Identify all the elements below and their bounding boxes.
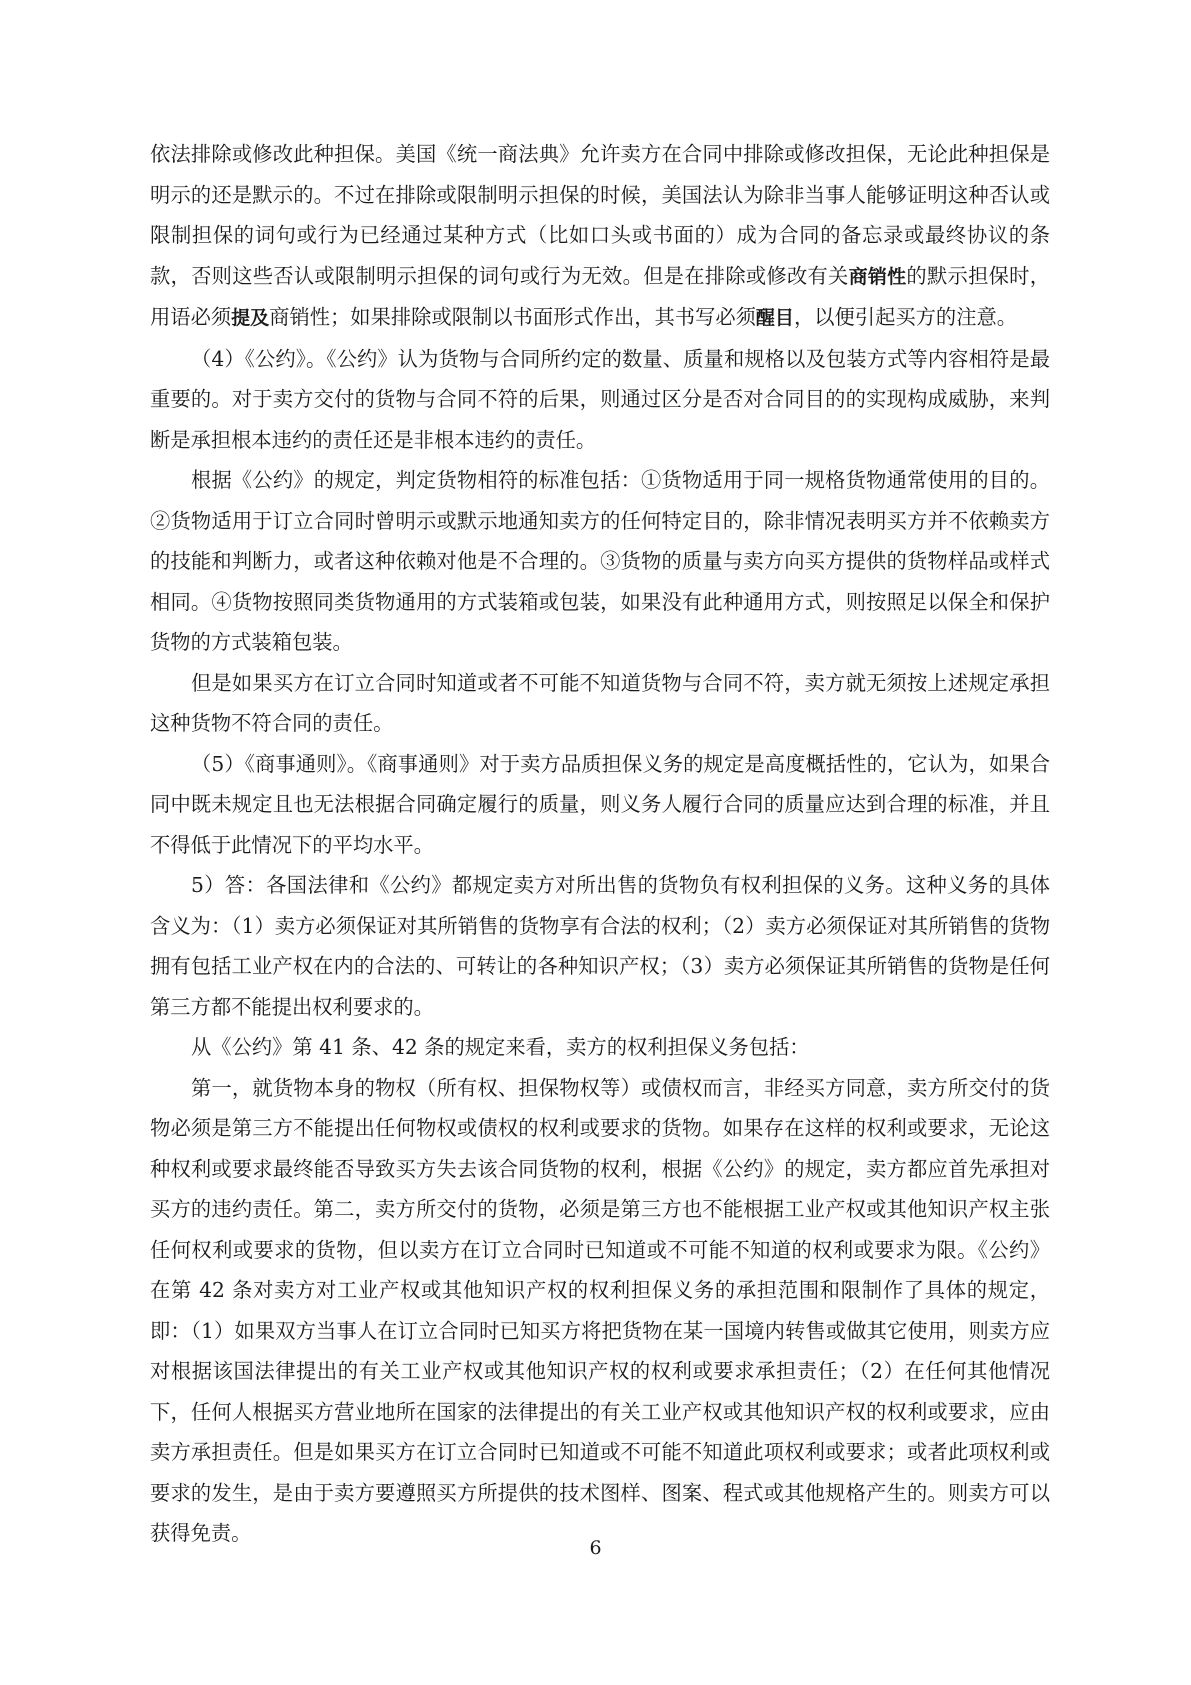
text-run: （4）《公约》。《公约》认为货物与合同所约定的数量、质量和规格以及包装方式等内容相符是最重要的。对于卖方交付的货物与合同不符的后果，则通过区分是否对合同目的的实现构成威胁，来判断是承担根本违约的责任还是非根本违约的责任。 — [150, 346, 1050, 452]
paragraph-p8 — [150, 1068, 1050, 1554]
text-run: 但是如果买方在订立合同时知道或者不可能不知道货物与合同不符，卖方就无须按上述规定承担这种货物不符合同的责任。 — [150, 670, 1050, 735]
body-text — [150, 134, 1050, 1554]
paragraph-p3 — [150, 460, 1050, 663]
paragraph-p5 — [150, 744, 1050, 866]
paragraph-p2 — [150, 339, 1050, 461]
emphasized-term: 商销性 — [848, 265, 907, 288]
text-run: ，以便引起买方的注意。 — [793, 305, 1018, 329]
emphasized-term: 醒目 — [755, 307, 794, 329]
text-run: （5）《商事通则》。《商事通则》对于卖方品质担保义务的规定是高度概括性的，它认为，如果合同中既未规定且也无法根据合同确定履行的质量，则义务人履行合同的质量应达到合理的标准，并且不得低于此情况下的平均水平。 — [150, 751, 1050, 857]
text-run: 的默示担保时，用语必须 — [150, 263, 1050, 329]
text-run: 依法排除或修改此种担保。美国《统一商法典》允许卖方在合同中排除或修改担保，无论此种担保是明示的还是默示的。不过在排除或限制明示担保的时候，美国法认为除非当事人能够证明这种否认或限制担保的词句或行为已经通过某种方式（比如口头或书面的）成为合同的备忘录或最终协议的条款，否则这些否认或限制明示担保的词句或行为无效。但是在排除或修改有关 — [150, 142, 1050, 288]
text-run: 商销性；如果排除或限制以书面形式作出，其书写必须 — [269, 305, 756, 329]
text-run: 从《公约》第 41 条、42 条的规定来看，卖方的权利担保义务包括： — [191, 1035, 810, 1059]
text-run: 根据《公约》的规定，判定货物相符的标准包括：①货物适用于同一规格货物通常使用的目的。②货物适用于订立合同时曾明示或默示地通知卖方的任何特定目的，除非情况表明买方并不依赖卖方的技能和判断力，或者这种依赖对他是不合理的。③货物的质量与卖方向买方提供的货物样品或样式相同。④货物按照同类货物通用的方式装箱或包装，如果没有此种通用方式，则按照足以保全和保护货物的方式装箱包装。 — [150, 468, 1050, 654]
page-number: 6 — [589, 1537, 602, 1559]
emphasized-term: 提及 — [231, 307, 270, 329]
paragraph-p6 — [150, 865, 1050, 1027]
text-run: 第一，就货物本身的物权（所有权、担保物权等）或债权而言，非经买方同意，卖方所交付的货物必须是第三方不能提出任何物权或债权的权利或要求的货物。如果存在这样的权利或要求，无论这种权利或要求最终能否导致买方失去该合同货物的权利，根据《公约》的规定，卖方都应首先承担对买方的违约责任。第二，卖方所交付的货物，必须是第三方也不能根据工业产权或其他知识产权主张任何权利或要求的货物，但以卖方在订立合同时已知道或不可能不知道的权利或要求为限。《公约》在第 42 条对卖方对工业产权或其他知识产权的权利担保义务的承担范围和限制作了具体的规定，即：（1）如果双方当事人在订立合同时已知买方将把货物在某一国境内转售或做其它使用，则卖方应对根据该国法律提出的有关工业产权或其他知识产权的权利或要求承担责任；（2）在任何其他情况下，任何人根据买方营业地所在国家的法律提出的有关工业产权或其他知识产权的权利或要求，应由卖方承担责任。但是如果买方在订立合同时已知道或不可能不知道此项权利或要求；或者此项权利或要求的发生，是由于卖方要遵照买方所提供的技术图样、图案、程式或其他规格产生的。则卖方可以获得免责。 — [150, 1075, 1050, 1545]
paragraph-p1 — [150, 134, 1050, 339]
paragraph-p7 — [150, 1027, 1050, 1068]
text-run: 5）答：各国法律和《公约》都规定卖方对所出售的货物负有权利担保的义务。这种义务的具体含义为：（1）卖方必须保证对其所销售的货物享有合法的权利；（2）卖方必须保证对其所销售的货物拥有包括工业产权在内的合法的、可转让的各种知识产权；（3）卖方必须保证其所销售的货物是任何第三方都不能提出权利要求的。 — [150, 873, 1050, 1019]
paragraph-p4 — [150, 663, 1050, 744]
